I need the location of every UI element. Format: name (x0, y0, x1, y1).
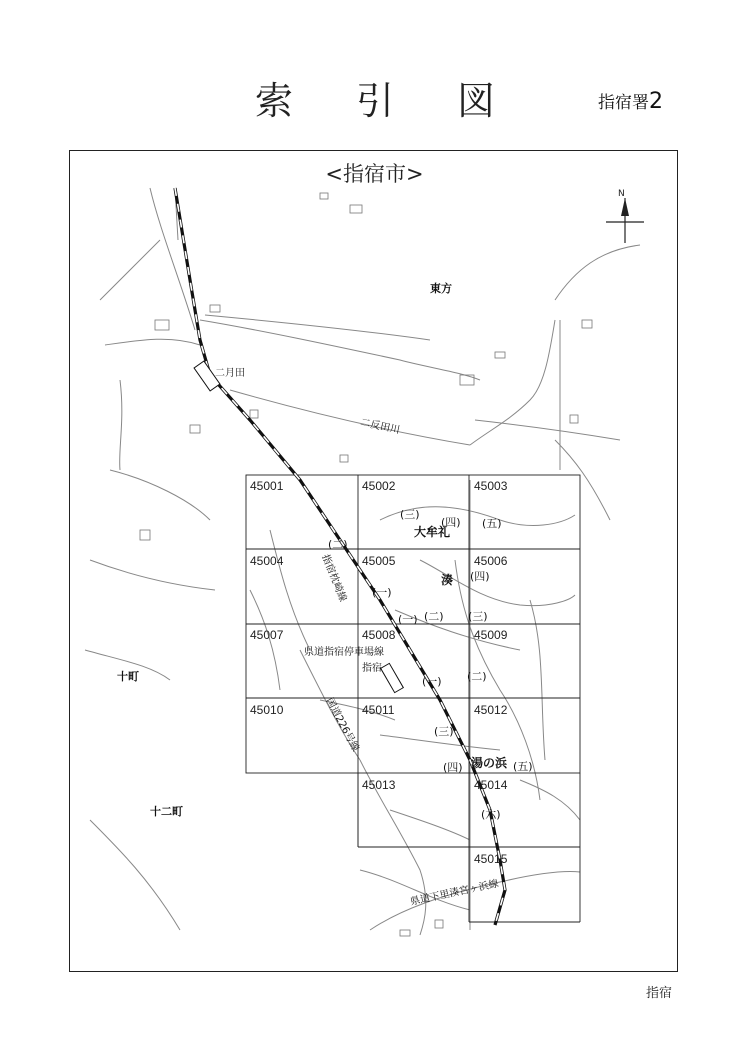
place-label: 十二町 (150, 805, 183, 818)
grid-cell-id[interactable]: 45003 (474, 479, 508, 493)
station-box (381, 663, 404, 692)
place-label: 大牟礼 (414, 525, 451, 539)
grid-cell-id[interactable]: 45014 (474, 778, 508, 792)
chome-label: (一) (422, 675, 442, 688)
grid-lines (246, 475, 580, 922)
chome-label: (三) (468, 610, 488, 623)
place-label: 二反田川 (359, 417, 401, 437)
grid-cell-id[interactable]: 45012 (474, 703, 508, 717)
chome-label: (二) (424, 610, 444, 623)
chome-label: (二) (328, 538, 348, 551)
grid-cell-id[interactable]: 45008 (362, 628, 396, 642)
grid-cell-id[interactable]: 45005 (362, 554, 396, 568)
north-arrow-icon (606, 198, 644, 243)
footer-label: 指宿 (646, 986, 673, 1001)
chome-label: (五) (482, 517, 502, 530)
chome-label: (五) (513, 760, 533, 773)
road-label: 県道指宿停車場線 (304, 647, 384, 658)
chome-label: (一) (372, 586, 392, 599)
grid-cell-id[interactable]: 45004 (250, 554, 284, 568)
grid-cell-id[interactable]: 45010 (250, 703, 284, 717)
grid-cell-id[interactable]: 45002 (362, 479, 396, 493)
railway (175, 188, 505, 925)
chome-label: (四) (443, 761, 463, 774)
chome-label: (三) (434, 725, 454, 738)
chome-label: (二) (467, 670, 487, 683)
chome-label: (四) (470, 570, 490, 583)
place-label: 十町 (117, 670, 139, 683)
chome-label: (一) (398, 613, 418, 626)
city-title: <指宿市> (325, 162, 424, 186)
grid-cell-id[interactable]: 45006 (474, 554, 508, 568)
grid-cell-id[interactable]: 45013 (362, 778, 396, 792)
road-label: 国道226号線 (323, 696, 361, 754)
place-label: 指宿 (362, 663, 382, 674)
title-char: 引 (355, 79, 394, 123)
grid-cell-id[interactable]: 45007 (250, 628, 284, 642)
title-char: 索 (255, 79, 294, 123)
grid-cell-id[interactable]: 45009 (474, 628, 508, 642)
title-char: 図 (456, 79, 495, 123)
grid-cell-id[interactable]: 45001 (250, 479, 284, 493)
chome-label: (四) (441, 516, 461, 529)
chome-label: (六) (481, 808, 501, 821)
road-label: 指宿枕崎線 (319, 553, 349, 604)
chome-label: (三) (400, 508, 420, 521)
road-label: 県道下里湊宮ヶ浜線 (409, 878, 500, 908)
office-number: 2 (649, 89, 663, 114)
grid-cell-id[interactable]: 45015 (474, 852, 508, 866)
place-label: 湯の浜 (471, 756, 508, 770)
place-label: 東方 (430, 282, 452, 295)
office-name: 指宿署 (598, 93, 649, 113)
place-label: 湊 (441, 573, 454, 587)
north-label: N (618, 189, 625, 199)
place-label: 二月田 (215, 368, 245, 379)
grid-cell-id[interactable]: 45011 (362, 703, 395, 717)
